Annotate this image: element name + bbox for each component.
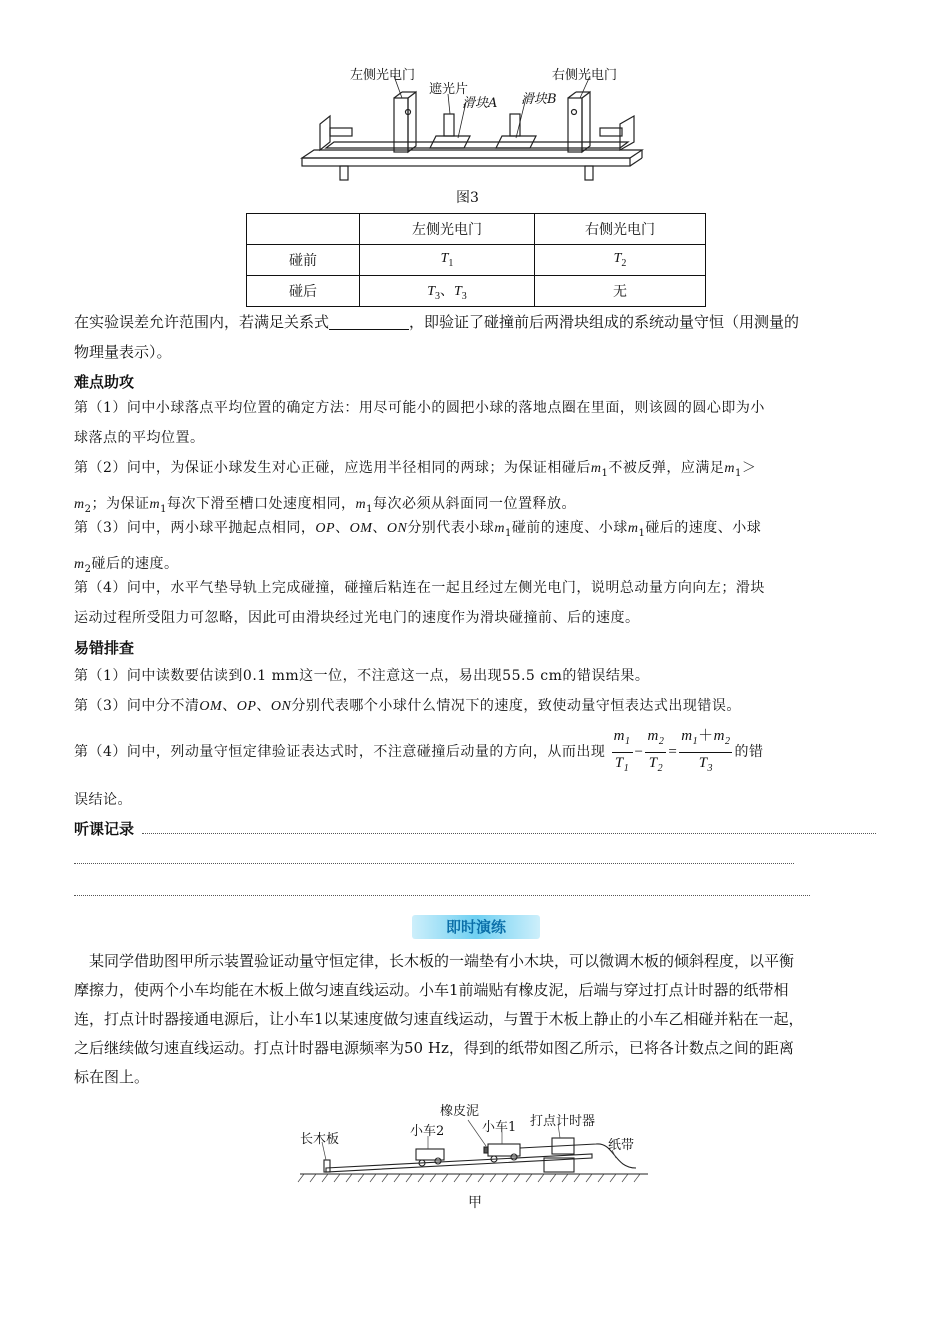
label-shade: 遮光片 [429, 82, 469, 97]
label-tape: 纸带 [608, 1138, 635, 1153]
mistakes-title: 易错排查 [74, 639, 135, 657]
figure-jia [296, 1098, 656, 1213]
label-putty: 橡皮泥 [440, 1104, 480, 1119]
table-cell: 无 [535, 276, 706, 307]
label-cart-1: 小车1 [482, 1120, 517, 1135]
table-row-label: 碰后 [247, 276, 360, 307]
figure-3 [290, 58, 660, 208]
label-slider-b: 滑块B [521, 92, 557, 107]
difficulty-title: 难点助攻 [74, 373, 135, 391]
label-slider-a: 滑块A [462, 96, 498, 111]
question-line-1: 在实验误差允许范围内，若满足关系式 ，即验证了碰撞前后两滑块组成的系统动量守恒（用测量的 [74, 313, 800, 331]
table-header-right: 右侧光电门 [535, 214, 706, 245]
wrong-formula: $\frac{m_1}{T_1}$ − $\frac{m_2}{T_2}$ = $\frac{m_1+m_2}{T_3}$ [613, 728, 731, 774]
practice-banner: 即时演练 [412, 915, 540, 939]
label-right-gate: 右侧光电门 [552, 68, 618, 83]
difficulty-p1: 第（1）问中小球落点平均位置的确定方法：用尽可能小的圆把小球的落地点圈在里面，则该圆的圆心即为小 球落点的平均位置。 [74, 400, 765, 446]
figure-3-caption: 图3 [456, 190, 479, 206]
table-header-row [247, 214, 706, 245]
label-cart-2: 小车2 [410, 1124, 445, 1139]
notes-line-1[interactable] [142, 833, 876, 834]
label-timer: 打点计时器 [530, 1114, 596, 1129]
mistakes-p2: 第（3）问中分不清OM、OP、ON分别代表哪个小球什么情况下的速度，致使动量守恒表达式出现错误。 [74, 698, 741, 714]
table-cell: $T_3$、$T_3$ [360, 276, 535, 307]
label-board: 长木板 [300, 1132, 340, 1147]
answer-blank[interactable] [329, 313, 409, 330]
timing-table [246, 213, 706, 307]
notes-line-3[interactable] [74, 895, 810, 896]
mistakes-p3: 第（4）问中，列动量守恒定律验证表达式时，不注意碰撞后动量的方向，从而出现 $\frac{m_1}{T_1}$ − $\frac{m_2}{T_2}$ = $\frac{m_1+m_2}{T_3}$ 的错 [74, 728, 764, 774]
notes-line-2[interactable] [74, 863, 794, 864]
notes-title: 听课记录 [74, 820, 135, 838]
difficulty-p4: 第（4）问中，水平气垫导轨上完成碰撞，碰撞后粘连在一起且经过左侧光电门，说明总动量方向向左；滑块 运动过程所受阻力可忽略，因此可由滑块经过光电门的速度作为滑块碰撞前、后的速度。 [74, 580, 765, 626]
table-row [247, 245, 706, 276]
difficulty-p2: 第（2）问中，为保证小球发生对心正碰，应选用半径相同的两球；为保证相碰后$m_1$不被反弹，应满足$m_1>$ $m_2$；为保证$m_1$每次下滑至槽口处速度相同，$m_1$每次必须从斜面同一位置释放。 [74, 460, 757, 515]
figure-jia-caption: 甲 [468, 1195, 482, 1211]
table-row [247, 276, 706, 307]
table-cell: $T_1$ [360, 245, 535, 276]
practice-paragraph: 某同学借助图甲所示装置验证动量守恒定律，长木板的一端垫有小木块，可以微调木板的倾斜程度，以平衡 摩擦力，使两个小车均能在木板上做匀速直线运动。小车1前端贴有橡皮泥，后端与穿过打点计时器的纸带相 连，打点计时器接通电源后，让小车1以某速度做匀速直线运动，与置于木板上静止的小车乙相碰并粘在一起， 之后继续做匀速直线运动。打点计时器电源频率为50 Hz，得到的纸带如图乙所示，已将各计数点之间的距离 标在图上。 [74, 952, 804, 1086]
table-cell: $T_2$ [535, 245, 706, 276]
question-line-2: 物理量表示）。 [74, 343, 172, 361]
mistakes-p3-end: 误结论。 [74, 792, 132, 808]
label-left-gate: 左侧光电门 [350, 68, 416, 83]
table-cell [247, 214, 360, 245]
table-header-left: 左侧光电门 [360, 214, 535, 245]
difficulty-p3: 第（3）问中，两小球平抛起点相同，OP、OM、ON分别代表小球$m_1$碰前的速度、小球$m_1$碰后的速度、小球 $m_2$碰后的速度。 [74, 520, 762, 575]
mistakes-p1: 第（1）问中读数要估读到0.1 mm这一位，不注意这一点，易出现55.5 cm的错误结果。 [74, 668, 650, 684]
table-row-label: 碰前 [247, 245, 360, 276]
